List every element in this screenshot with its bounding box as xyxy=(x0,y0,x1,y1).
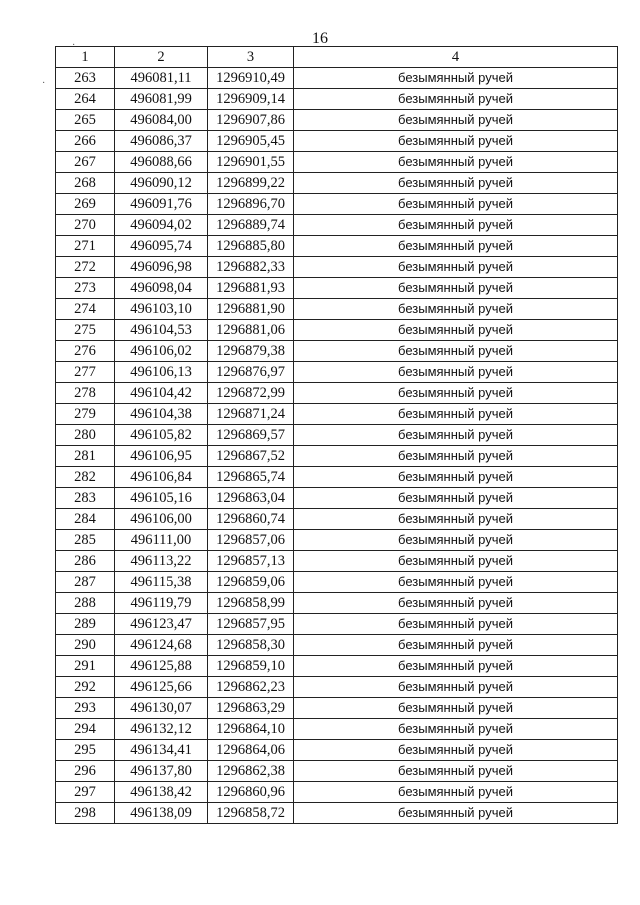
cell-x-coordinate: 496104,53 xyxy=(115,320,208,341)
cell-y-coordinate: 1296896,70 xyxy=(208,194,294,215)
cell-point-number: 278 xyxy=(56,383,115,404)
table-row xyxy=(56,446,618,467)
table-row xyxy=(56,383,618,404)
cell-y-coordinate: 1296879,38 xyxy=(208,341,294,362)
cell-description: безымянный ручей xyxy=(294,509,618,530)
cell-y-coordinate: 1296858,72 xyxy=(208,803,294,824)
cell-x-coordinate: 496106,02 xyxy=(115,341,208,362)
cell-x-coordinate: 496113,22 xyxy=(115,551,208,572)
cell-description: безымянный ручей xyxy=(294,68,618,89)
cell-description: безымянный ручей xyxy=(294,131,618,152)
table-row xyxy=(56,593,618,614)
cell-x-coordinate: 496088,66 xyxy=(115,152,208,173)
cell-description: безымянный ручей xyxy=(294,383,618,404)
cell-x-coordinate: 496132,12 xyxy=(115,719,208,740)
table-row xyxy=(56,131,618,152)
cell-point-number: 273 xyxy=(56,278,115,299)
table-row xyxy=(56,257,618,278)
cell-x-coordinate: 496138,42 xyxy=(115,782,208,803)
table-row xyxy=(56,194,618,215)
table-row xyxy=(56,362,618,383)
cell-x-coordinate: 496090,12 xyxy=(115,173,208,194)
cell-point-number: 294 xyxy=(56,719,115,740)
table-row xyxy=(56,656,618,677)
cell-description: безымянный ручей xyxy=(294,656,618,677)
cell-description: безымянный ручей xyxy=(294,467,618,488)
table-row xyxy=(56,278,618,299)
cell-point-number: 286 xyxy=(56,551,115,572)
scan-mark: · xyxy=(72,40,76,51)
table-row xyxy=(56,719,618,740)
table-header-row xyxy=(56,47,618,68)
cell-x-coordinate: 496091,76 xyxy=(115,194,208,215)
cell-x-coordinate: 496106,13 xyxy=(115,362,208,383)
header-cell-x-coordinate: 2 xyxy=(115,47,208,68)
header-cell-y-coordinate: 3 xyxy=(208,47,294,68)
scan-mark: · xyxy=(42,78,46,89)
cell-x-coordinate: 496106,95 xyxy=(115,446,208,467)
table-row xyxy=(56,572,618,593)
cell-x-coordinate: 496104,38 xyxy=(115,404,208,425)
cell-description: безымянный ручей xyxy=(294,803,618,824)
cell-x-coordinate: 496115,38 xyxy=(115,572,208,593)
cell-point-number: 277 xyxy=(56,362,115,383)
cell-point-number: 267 xyxy=(56,152,115,173)
cell-point-number: 296 xyxy=(56,761,115,782)
cell-x-coordinate: 496119,79 xyxy=(115,593,208,614)
cell-point-number: 293 xyxy=(56,698,115,719)
cell-y-coordinate: 1296869,57 xyxy=(208,425,294,446)
cell-description: безымянный ручей xyxy=(294,530,618,551)
cell-x-coordinate: 496134,41 xyxy=(115,740,208,761)
cell-description: безымянный ручей xyxy=(294,446,618,467)
cell-x-coordinate: 496086,37 xyxy=(115,131,208,152)
cell-x-coordinate: 496104,42 xyxy=(115,383,208,404)
cell-y-coordinate: 1296910,49 xyxy=(208,68,294,89)
cell-y-coordinate: 1296909,14 xyxy=(208,89,294,110)
table-row xyxy=(56,89,618,110)
cell-x-coordinate: 496096,98 xyxy=(115,257,208,278)
cell-x-coordinate: 496103,10 xyxy=(115,299,208,320)
table-row xyxy=(56,173,618,194)
table-row xyxy=(56,740,618,761)
cell-y-coordinate: 1296901,55 xyxy=(208,152,294,173)
cell-y-coordinate: 1296899,22 xyxy=(208,173,294,194)
cell-description: безымянный ручей xyxy=(294,614,618,635)
cell-description: безымянный ручей xyxy=(294,236,618,257)
cell-y-coordinate: 1296860,96 xyxy=(208,782,294,803)
cell-y-coordinate: 1296881,90 xyxy=(208,299,294,320)
table-row xyxy=(56,425,618,446)
cell-point-number: 285 xyxy=(56,530,115,551)
cell-point-number: 276 xyxy=(56,341,115,362)
table-row xyxy=(56,341,618,362)
cell-y-coordinate: 1296871,24 xyxy=(208,404,294,425)
cell-point-number: 291 xyxy=(56,656,115,677)
cell-point-number: 283 xyxy=(56,488,115,509)
table-row xyxy=(56,635,618,656)
table-row xyxy=(56,404,618,425)
cell-y-coordinate: 1296907,86 xyxy=(208,110,294,131)
cell-description: безымянный ручей xyxy=(294,404,618,425)
cell-description: безымянный ручей xyxy=(294,698,618,719)
cell-description: безымянный ручей xyxy=(294,761,618,782)
table-row xyxy=(56,488,618,509)
cell-point-number: 270 xyxy=(56,215,115,236)
cell-description: безымянный ручей xyxy=(294,152,618,173)
table-row xyxy=(56,530,618,551)
cell-y-coordinate: 1296862,38 xyxy=(208,761,294,782)
cell-y-coordinate: 1296882,33 xyxy=(208,257,294,278)
cell-description: безымянный ручей xyxy=(294,488,618,509)
cell-y-coordinate: 1296889,74 xyxy=(208,215,294,236)
cell-x-coordinate: 496138,09 xyxy=(115,803,208,824)
cell-description: безымянный ручей xyxy=(294,320,618,341)
cell-x-coordinate: 496105,16 xyxy=(115,488,208,509)
table-row xyxy=(56,467,618,488)
cell-x-coordinate: 496123,47 xyxy=(115,614,208,635)
cell-y-coordinate: 1296859,10 xyxy=(208,656,294,677)
cell-x-coordinate: 496098,04 xyxy=(115,278,208,299)
cell-y-coordinate: 1296863,29 xyxy=(208,698,294,719)
table-row xyxy=(56,782,618,803)
table-row xyxy=(56,110,618,131)
cell-x-coordinate: 496084,00 xyxy=(115,110,208,131)
page-number: 16 xyxy=(312,30,328,47)
cell-description: безымянный ручей xyxy=(294,572,618,593)
cell-y-coordinate: 1296857,95 xyxy=(208,614,294,635)
cell-description: безымянный ручей xyxy=(294,173,618,194)
cell-description: безымянный ручей xyxy=(294,425,618,446)
table-row xyxy=(56,152,618,173)
cell-x-coordinate: 496106,00 xyxy=(115,509,208,530)
table-row xyxy=(56,614,618,635)
cell-y-coordinate: 1296867,52 xyxy=(208,446,294,467)
cell-x-coordinate: 496130,07 xyxy=(115,698,208,719)
cell-y-coordinate: 1296876,97 xyxy=(208,362,294,383)
cell-point-number: 292 xyxy=(56,677,115,698)
cell-description: безымянный ручей xyxy=(294,551,618,572)
cell-point-number: 280 xyxy=(56,425,115,446)
cell-y-coordinate: 1296864,10 xyxy=(208,719,294,740)
cell-point-number: 266 xyxy=(56,131,115,152)
cell-point-number: 295 xyxy=(56,740,115,761)
cell-description: безымянный ручей xyxy=(294,341,618,362)
cell-description: безымянный ручей xyxy=(294,89,618,110)
cell-x-coordinate: 496105,82 xyxy=(115,425,208,446)
cell-point-number: 287 xyxy=(56,572,115,593)
cell-point-number: 284 xyxy=(56,509,115,530)
cell-point-number: 282 xyxy=(56,467,115,488)
cell-y-coordinate: 1296857,06 xyxy=(208,530,294,551)
cell-x-coordinate: 496124,68 xyxy=(115,635,208,656)
cell-description: безымянный ручей xyxy=(294,593,618,614)
table-row xyxy=(56,677,618,698)
table-row xyxy=(56,320,618,341)
cell-description: безымянный ручей xyxy=(294,677,618,698)
cell-y-coordinate: 1296858,99 xyxy=(208,593,294,614)
cell-point-number: 264 xyxy=(56,89,115,110)
cell-x-coordinate: 496111,00 xyxy=(115,530,208,551)
coordinates-table xyxy=(55,46,618,824)
cell-point-number: 274 xyxy=(56,299,115,320)
cell-y-coordinate: 1296872,99 xyxy=(208,383,294,404)
cell-point-number: 289 xyxy=(56,614,115,635)
table-body xyxy=(56,68,618,824)
cell-point-number: 290 xyxy=(56,635,115,656)
cell-description: безымянный ручей xyxy=(294,110,618,131)
table-row xyxy=(56,299,618,320)
cell-x-coordinate: 496081,11 xyxy=(115,68,208,89)
cell-point-number: 263 xyxy=(56,68,115,89)
cell-x-coordinate: 496125,88 xyxy=(115,656,208,677)
cell-y-coordinate: 1296865,74 xyxy=(208,467,294,488)
table-row xyxy=(56,68,618,89)
cell-x-coordinate: 496095,74 xyxy=(115,236,208,257)
cell-point-number: 298 xyxy=(56,803,115,824)
cell-description: безымянный ручей xyxy=(294,299,618,320)
table-row xyxy=(56,761,618,782)
cell-point-number: 288 xyxy=(56,593,115,614)
cell-y-coordinate: 1296881,06 xyxy=(208,320,294,341)
cell-y-coordinate: 1296857,13 xyxy=(208,551,294,572)
table-row xyxy=(56,698,618,719)
cell-point-number: 279 xyxy=(56,404,115,425)
header-cell-description: 4 xyxy=(294,47,618,68)
cell-y-coordinate: 1296862,23 xyxy=(208,677,294,698)
cell-x-coordinate: 496106,84 xyxy=(115,467,208,488)
cell-x-coordinate: 496137,80 xyxy=(115,761,208,782)
cell-x-coordinate: 496081,99 xyxy=(115,89,208,110)
cell-point-number: 271 xyxy=(56,236,115,257)
cell-point-number: 272 xyxy=(56,257,115,278)
cell-description: безымянный ручей xyxy=(294,278,618,299)
cell-description: безымянный ручей xyxy=(294,782,618,803)
cell-description: безымянный ручей xyxy=(294,719,618,740)
table-row xyxy=(56,803,618,824)
cell-x-coordinate: 496094,02 xyxy=(115,215,208,236)
table-row xyxy=(56,236,618,257)
cell-y-coordinate: 1296858,30 xyxy=(208,635,294,656)
cell-point-number: 281 xyxy=(56,446,115,467)
cell-description: безымянный ручей xyxy=(294,194,618,215)
cell-y-coordinate: 1296863,04 xyxy=(208,488,294,509)
cell-description: безымянный ручей xyxy=(294,362,618,383)
cell-y-coordinate: 1296859,06 xyxy=(208,572,294,593)
cell-point-number: 268 xyxy=(56,173,115,194)
table-row xyxy=(56,215,618,236)
cell-description: безымянный ручей xyxy=(294,257,618,278)
cell-point-number: 297 xyxy=(56,782,115,803)
cell-x-coordinate: 496125,66 xyxy=(115,677,208,698)
cell-description: безымянный ручей xyxy=(294,740,618,761)
table-row xyxy=(56,509,618,530)
cell-y-coordinate: 1296885,80 xyxy=(208,236,294,257)
cell-point-number: 269 xyxy=(56,194,115,215)
header-cell-point-number: 1 xyxy=(56,47,115,68)
cell-y-coordinate: 1296864,06 xyxy=(208,740,294,761)
cell-y-coordinate: 1296860,74 xyxy=(208,509,294,530)
cell-description: безымянный ручей xyxy=(294,635,618,656)
cell-y-coordinate: 1296905,45 xyxy=(208,131,294,152)
table-row xyxy=(56,551,618,572)
cell-point-number: 275 xyxy=(56,320,115,341)
cell-description: безымянный ручей xyxy=(294,215,618,236)
cell-point-number: 265 xyxy=(56,110,115,131)
cell-y-coordinate: 1296881,93 xyxy=(208,278,294,299)
